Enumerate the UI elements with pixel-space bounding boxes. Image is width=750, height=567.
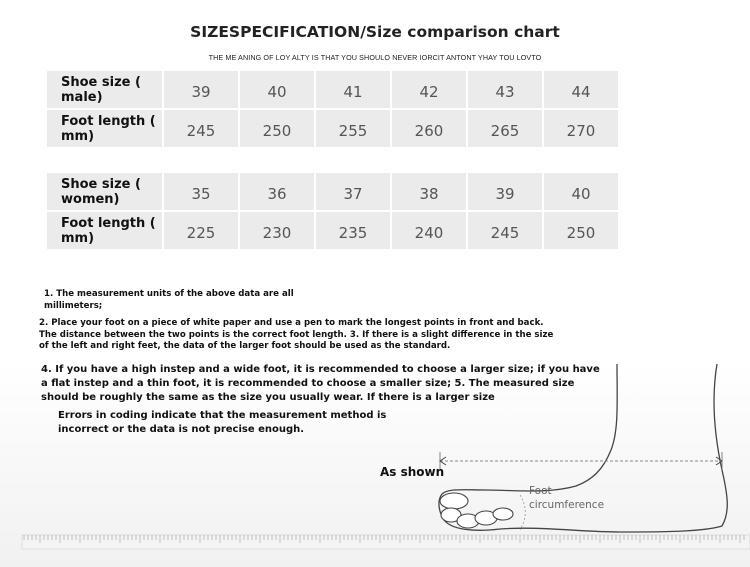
table-row [47,212,618,249]
foot-ruler-illustration-icon [0,320,750,567]
table-row [47,71,618,108]
table-row [47,110,618,147]
row-header-shoe-size-male: Shoe size ( male) [47,71,162,108]
table-row [47,173,618,210]
row-header-foot-length-women: Foot length ( mm) [47,212,162,249]
table-cell: 270 [544,110,618,147]
table-cell: 250 [544,212,618,249]
table-cell: 255 [316,110,390,147]
table-cell: 39 [468,173,542,210]
table-cell: 260 [392,110,466,147]
table-cell: 36 [240,173,314,210]
note-measure-method: 2. Place your foot on a piece of white paper and use a pen to mark the longest points in front and back. The distance between the two points is the correct foot length. 3. If there is a slight difference in the size of the left and right feet, the data of the larger foot should be used as the standard. [39,318,554,351]
table-cell: 235 [316,212,390,249]
table-cell: 245 [468,212,542,249]
table-cell: 37 [316,173,390,210]
table-cell: 35 [164,173,238,210]
note-errors: Errors in coding indicate that the measurement method is incorrect or the data is not precise enough. [58,410,387,435]
table-cell: 40 [544,173,618,210]
table-cell: 39 [164,71,238,108]
men-size-table [45,69,620,149]
row-header-foot-length-male: Foot length ( mm) [47,110,162,147]
table-cell: 240 [392,212,466,249]
row-header-shoe-size-women: Shoe size ( women) [47,173,162,210]
table-cell: 230 [240,212,314,249]
page-subtitle: THE ME ANING OF LOY ALTY IS THAT YOU SHOULO NEVER IORCIT ANTONT YHAY TOU LOVTO [208,53,542,62]
table-cell: 44 [544,71,618,108]
page-title: SIZESPECIFICATION/Size comparison chart [190,23,560,41]
note-units: 1. The measurement units of the above data are all millimeters; [44,289,294,311]
table-cell: 265 [468,110,542,147]
table-cell: 43 [468,71,542,108]
table-cell: 38 [392,173,466,210]
table-cell: 250 [240,110,314,147]
as-shown-label: As shown [380,465,445,479]
table-cell: 225 [164,212,238,249]
table-cell: 41 [316,71,390,108]
table-cell: 245 [164,110,238,147]
table-cell: 42 [392,71,466,108]
foot-circumference-label: Foot circumference [529,485,605,511]
women-size-table [45,171,620,251]
note-instep-advice: 4. If you have a high instep and a wide foot, it is recommended to choose a larger size; if you have a flat instep and a thin foot, it is recommended to choose a smaller size; 5. The measured size should be roughly the same as the size you usually wear. If there is a larger size [41,364,600,403]
table-cell: 40 [240,71,314,108]
